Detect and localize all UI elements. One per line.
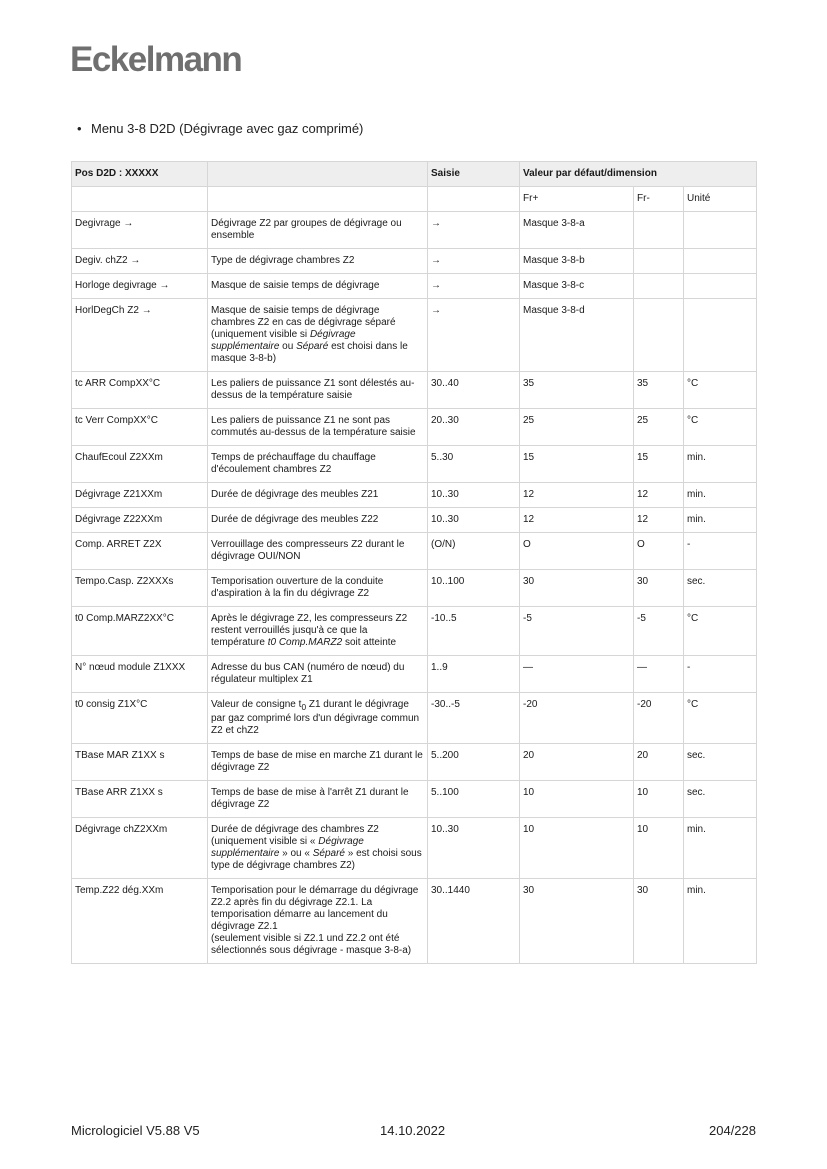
cell-saisie: (O/N) xyxy=(428,533,520,570)
cell-saisie: 10..30 xyxy=(428,508,520,533)
cell-description: Dégivrage Z2 par groupes de dégivrage ou ensemble xyxy=(208,212,428,249)
header-description xyxy=(208,162,428,187)
cell-fr-plus: Masque 3-8-b xyxy=(520,249,634,274)
cell-fr-minus: — xyxy=(634,656,684,693)
cell-saisie: -10..5 xyxy=(428,607,520,656)
cell-fr-minus: 20 xyxy=(634,744,684,781)
subheader-saisie xyxy=(428,187,520,212)
cell-fr-minus: -20 xyxy=(634,693,684,744)
cell-fr-minus: 30 xyxy=(634,879,684,964)
table-row xyxy=(72,533,757,570)
subheader-unit: Unité xyxy=(684,187,757,212)
cell-fr-minus: O xyxy=(634,533,684,570)
cell-fr-plus: Masque 3-8-c xyxy=(520,274,634,299)
cell-description: Verrouillage des compresseurs Z2 durant le dégivrage OUI/NON xyxy=(208,533,428,570)
cell-fr-plus: -5 xyxy=(520,607,634,656)
cell-description: Masque de saisie temps de dégivrage chambres Z2 en cas de dégivrage séparé (uniquement visible si Dégivrage supplémentaire ou Séparé est choisi dans le masque 3-8-b) xyxy=(208,299,428,372)
cell-description: Temporisation ouverture de la conduite d'aspiration à la fin du dégivrage Z2 xyxy=(208,570,428,607)
cell-unit: min. xyxy=(684,483,757,508)
table-row xyxy=(72,249,757,274)
cell-unit: sec. xyxy=(684,744,757,781)
subheader-description xyxy=(208,187,428,212)
cell-fr-minus: -5 xyxy=(634,607,684,656)
cell-saisie: -30..-5 xyxy=(428,693,520,744)
cell-description: Adresse du bus CAN (numéro de nœud) du régulateur multiplex Z1 xyxy=(208,656,428,693)
cell-pos: tc ARR CompXX°C xyxy=(72,372,208,409)
cell-fr-plus: 10 xyxy=(520,781,634,818)
cell-fr-plus: 30 xyxy=(520,879,634,964)
table-row xyxy=(72,607,757,656)
cell-unit: °C xyxy=(684,372,757,409)
bullet-icon: • xyxy=(77,121,82,136)
cell-fr-plus: — xyxy=(520,656,634,693)
table-row xyxy=(72,570,757,607)
cell-unit: °C xyxy=(684,409,757,446)
cell-fr-plus: 20 xyxy=(520,744,634,781)
cell-pos: t0 consig Z1X°C xyxy=(72,693,208,744)
table-header-row xyxy=(72,162,757,187)
cell-fr-plus: 25 xyxy=(520,409,634,446)
table-row xyxy=(72,446,757,483)
cell-unit: - xyxy=(684,533,757,570)
cell-saisie: 10..100 xyxy=(428,570,520,607)
cell-pos: tc Verr CompXX°C xyxy=(72,409,208,446)
table-row xyxy=(72,693,757,744)
table-row xyxy=(72,744,757,781)
cell-saisie: 10..30 xyxy=(428,483,520,508)
cell-fr-plus: Masque 3-8-d xyxy=(520,299,634,372)
brand-logo: Eckelmann xyxy=(70,40,242,79)
menu-title-text: Menu 3-8 D2D (Dégivrage avec gaz comprimé) xyxy=(91,121,364,136)
cell-description: Les paliers de puissance Z1 ne sont pas commutés au-dessus de la température saisie xyxy=(208,409,428,446)
cell-saisie: → xyxy=(428,299,520,372)
cell-fr-plus: 12 xyxy=(520,508,634,533)
cell-fr-plus: O xyxy=(520,533,634,570)
cell-saisie: → xyxy=(428,274,520,299)
table-row xyxy=(72,879,757,964)
cell-fr-plus: -20 xyxy=(520,693,634,744)
table-row xyxy=(72,274,757,299)
cell-fr-plus: 15 xyxy=(520,446,634,483)
cell-saisie: 5..100 xyxy=(428,781,520,818)
cell-pos: Horloge degivrage → xyxy=(72,274,208,299)
cell-unit: sec. xyxy=(684,570,757,607)
table-subheader-row xyxy=(72,187,757,212)
cell-pos: Degiv. chZ2 → xyxy=(72,249,208,274)
cell-fr-minus xyxy=(634,249,684,274)
cell-fr-minus: 12 xyxy=(634,483,684,508)
cell-description: Après le dégivrage Z2, les compresseurs Z2 restent verrouillés jusqu'à ce que la température t0 Comp.MARZ2 soit atteinte xyxy=(208,607,428,656)
cell-unit: min. xyxy=(684,818,757,879)
cell-description: Les paliers de puissance Z1 sont délestés au-dessus de la température saisie xyxy=(208,372,428,409)
cell-saisie: 20..30 xyxy=(428,409,520,446)
cell-saisie: → xyxy=(428,212,520,249)
cell-saisie: 5..30 xyxy=(428,446,520,483)
cell-fr-plus: 30 xyxy=(520,570,634,607)
subheader-fr-minus: Fr- xyxy=(634,187,684,212)
cell-saisie: 1..9 xyxy=(428,656,520,693)
cell-unit: °C xyxy=(684,607,757,656)
table-row xyxy=(72,409,757,446)
cell-pos: Dégivrage Z21XXm xyxy=(72,483,208,508)
cell-description: Temps de base de mise à l'arrêt Z1 durant le dégivrage Z2 xyxy=(208,781,428,818)
cell-pos: Tempo.Casp. Z2XXXs xyxy=(72,570,208,607)
cell-pos: Comp. ARRET Z2X xyxy=(72,533,208,570)
cell-fr-minus: 15 xyxy=(634,446,684,483)
cell-saisie: 10..30 xyxy=(428,818,520,879)
parameter-table xyxy=(71,161,757,964)
table-row xyxy=(72,372,757,409)
cell-description: Temps de base de mise en marche Z1 durant le dégivrage Z2 xyxy=(208,744,428,781)
cell-fr-minus: 35 xyxy=(634,372,684,409)
cell-fr-minus: 10 xyxy=(634,818,684,879)
table-row xyxy=(72,781,757,818)
cell-fr-minus: 30 xyxy=(634,570,684,607)
table-row xyxy=(72,212,757,249)
cell-unit xyxy=(684,274,757,299)
cell-fr-plus: 12 xyxy=(520,483,634,508)
table-row xyxy=(72,299,757,372)
cell-pos: Dégivrage chZ2XXm xyxy=(72,818,208,879)
cell-pos: t0 Comp.MARZ2XX°C xyxy=(72,607,208,656)
header-saisie: Saisie xyxy=(428,162,520,187)
cell-description: Durée de dégivrage des meubles Z22 xyxy=(208,508,428,533)
cell-pos: Temp.Z22 dég.XXm xyxy=(72,879,208,964)
cell-fr-minus: 10 xyxy=(634,781,684,818)
cell-unit xyxy=(684,212,757,249)
cell-pos: Degivrage → xyxy=(72,212,208,249)
footer-date: 14.10.2022 xyxy=(380,1123,446,1138)
cell-unit: min. xyxy=(684,508,757,533)
cell-saisie: 5..200 xyxy=(428,744,520,781)
cell-description: Durée de dégivrage des meubles Z21 xyxy=(208,483,428,508)
cell-saisie: 30..1440 xyxy=(428,879,520,964)
subheader-fr-plus: Fr+ xyxy=(520,187,634,212)
cell-saisie: 30..40 xyxy=(428,372,520,409)
cell-fr-minus xyxy=(634,274,684,299)
cell-description: Durée de dégivrage des chambres Z2 (uniquement visible si « Dégivrage supplémentaire » ou « Séparé » est choisi sous type de dégivrage chambres Z2) xyxy=(208,818,428,879)
cell-description: Valeur de consigne $t_0$ Z1 durant le dégivrage par gaz comprimé lors d'un dégivrage commun Z2 et chZ2 xyxy=(208,693,428,744)
cell-pos: ChaufEcoul Z2XXm xyxy=(72,446,208,483)
footer-firmware: Micrologiciel V5.88 V5 xyxy=(71,1123,200,1138)
cell-pos: N° nœud module Z1XXX xyxy=(72,656,208,693)
cell-unit xyxy=(684,299,757,372)
cell-fr-plus: 35 xyxy=(520,372,634,409)
table-row xyxy=(72,656,757,693)
cell-unit: min. xyxy=(684,446,757,483)
cell-description: Type de dégivrage chambres Z2 xyxy=(208,249,428,274)
cell-unit xyxy=(684,249,757,274)
cell-fr-minus xyxy=(634,212,684,249)
cell-description: Temps de préchauffage du chauffage d'écoulement chambres Z2 xyxy=(208,446,428,483)
table-row xyxy=(72,508,757,533)
cell-unit: °C xyxy=(684,693,757,744)
cell-unit: min. xyxy=(684,879,757,964)
header-pos: Pos D2D : XXXXX xyxy=(72,162,208,187)
cell-fr-minus: 12 xyxy=(634,508,684,533)
table-row xyxy=(72,818,757,879)
cell-saisie: → xyxy=(428,249,520,274)
table-row xyxy=(72,483,757,508)
cell-description: Masque de saisie temps de dégivrage xyxy=(208,274,428,299)
subheader-pos xyxy=(72,187,208,212)
cell-fr-plus: Masque 3-8-a xyxy=(520,212,634,249)
footer-page-number: 204/228 xyxy=(709,1123,756,1138)
menu-title xyxy=(77,121,363,136)
cell-fr-plus: 10 xyxy=(520,818,634,879)
cell-fr-minus: 25 xyxy=(634,409,684,446)
cell-unit: sec. xyxy=(684,781,757,818)
cell-unit: - xyxy=(684,656,757,693)
cell-pos: HorlDegCh Z2 → xyxy=(72,299,208,372)
cell-pos: Dégivrage Z22XXm xyxy=(72,508,208,533)
cell-pos: TBase MAR Z1XX s xyxy=(72,744,208,781)
cell-description: Temporisation pour le démarrage du dégivrage Z2.2 après fin du dégivrage Z2.1. La temporisation démarre au lancement du dégivrage Z2.1 (seulement visible si Z2.1 und Z2.2 ont été sélectionnés sous dégivrage - masque 3-8-a) xyxy=(208,879,428,964)
header-default-value: Valeur par défaut/dimension xyxy=(520,162,757,187)
cell-pos: TBase ARR Z1XX s xyxy=(72,781,208,818)
cell-fr-minus xyxy=(634,299,684,372)
